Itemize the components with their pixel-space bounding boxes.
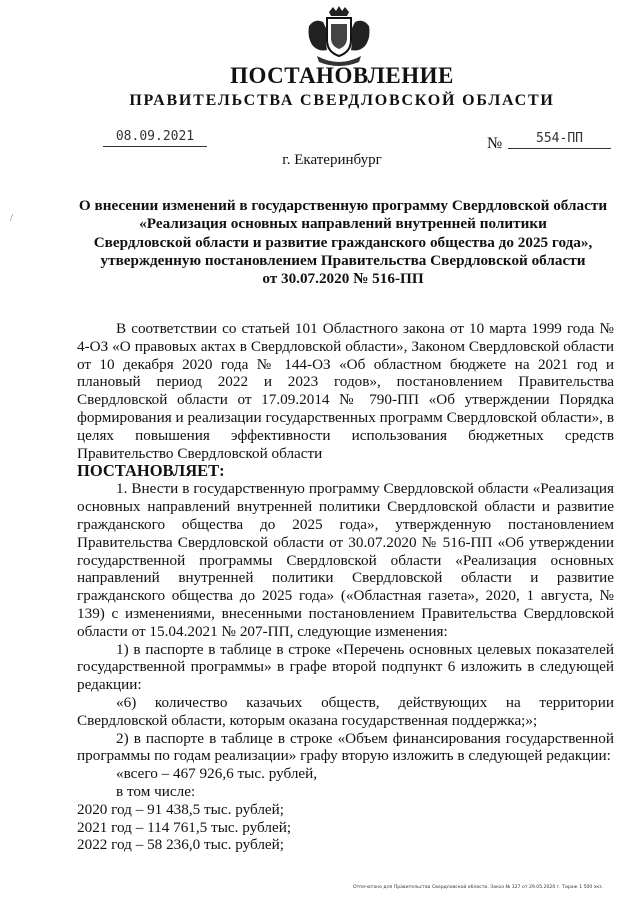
margin-mark: /: [10, 212, 14, 224]
amount-line: «всего – 467 926,6 тыс. рублей,: [116, 765, 318, 783]
amount-line-text: 2021 год – 114 761,5 тыс. рублей;: [77, 818, 292, 836]
amount-line: [77, 801, 614, 819]
amount-line: [77, 836, 614, 854]
number-sign: №: [487, 135, 503, 152]
heading-line: «Реализация основных направлений внутренней политики: [139, 215, 547, 233]
amount-line-text: 2022 год – 58 236,0 тыс. рублей;: [77, 836, 285, 854]
document-heading: [76, 197, 610, 288]
print-footer: Отпечатано для Правительства Свердловской области. Заказ № 127 от 29.05.2020 г. Тираж 1 500 экз.: [353, 885, 603, 890]
subitem-2-paragraph: 2) в паспорте в таблице в строке «Объем финансирования государственной программы по годам реализации» графу вторую изложить в следующей редакции:: [77, 729, 614, 765]
heading-line: О внесении изменений в государственную программу Свердловской области: [78, 197, 608, 214]
amount-line-text: 2020 год – 91 438,5 тыс. рублей;: [77, 800, 285, 818]
amount-line: [77, 819, 614, 837]
document-type-title: ПОСТАНОВЛЕНИЕ: [230, 63, 454, 88]
subitem-1-text: «6) количество казачьих обществ, действующих на территории Свердловской области, которым оказана государственная поддержка;»;: [77, 693, 614, 729]
issuer-title: ПРАВИТЕЛЬСТВА СВЕРДЛОВСКОЙ ОБЛАСТИ: [129, 92, 555, 109]
amount-line: в том числе:: [116, 782, 196, 800]
preamble-paragraph: В соответствии со статьей 101 Областного закона от 10 марта 1999 года № 4-ОЗ «О правовых актах в Свердловской области», Законом Свердловской области от 10 декабря 2020 года № 144-ОЗ «Об областном бюджете на 2021 год и плановый период 2022 и 2023 годов», постановлением Правительства Свердловской области от 17.09.2014 № 790-ПП «Об утверждении Порядка формирования и реализации государственных программ Свердловской области», в целях повышения эффективности использования бюджетных средств Правительство Свердловской области: [77, 320, 614, 462]
coat-of-arms-icon: [303, 6, 375, 68]
heading-line: утвержденную постановлением Правительства Свердловской области: [100, 251, 586, 269]
heading-line: от 30.07.2020 № 516-ПП: [262, 270, 424, 288]
document-body: [77, 320, 614, 854]
document-number-field: 554-ПП: [508, 131, 611, 149]
city-label: г. Екатеринбург: [282, 152, 382, 168]
item-1-paragraph: 1. Внести в государственную программу Свердловской области «Реализация основных направлений внутренней политики Свердловской области и развитие гражданского общества до 2025 года», утвержденную постановлением Правительства Свердловской области от 30.07.2020 № 516-ПП «Об утверждении государственной программы Свердловской области «Реализация основных направлений внутренней политики Свердловской области и развитие гражданского общества до 2025 года» («Областная газета», 2020, 1 августа, № 139) с изменениями, внесенными постановлением Правительства Свердловской области от 15.04.2021 № 207-ПП, следующие изменения:: [77, 480, 614, 640]
resolves-label: ПОСТАНОВЛЯЕТ:: [77, 461, 225, 481]
heading-line: Свердловской области и развитие гражданского общества до 2025 года»,: [93, 233, 593, 251]
subitem-1-paragraph: 1) в паспорте в таблице в строке «Перечень основных целевых показателей государственной программы» в графе второй подпункт 6 изложить в следующей редакции:: [77, 640, 614, 694]
document-date-field: 08.09.2021: [103, 129, 207, 147]
